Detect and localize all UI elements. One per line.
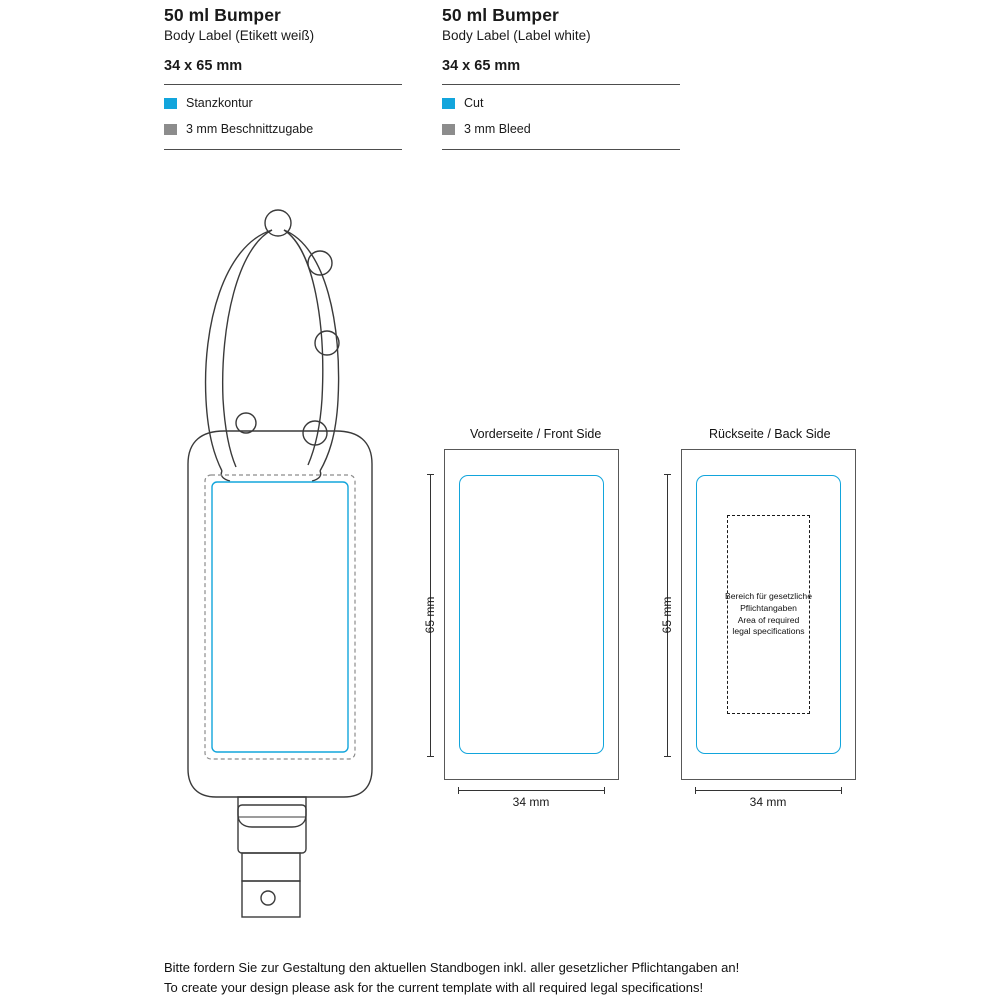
bleed-swatch-icon <box>442 124 455 135</box>
front-width-dim-line <box>458 790 604 791</box>
bottle-cap <box>238 805 306 853</box>
bottle-neck <box>238 797 306 827</box>
bead-lower-right-icon <box>303 421 327 445</box>
legend-label-cut-english: Cut <box>464 96 484 110</box>
back-height-label: 65 mm <box>660 596 674 634</box>
legend-row-cut-german <box>164 93 402 114</box>
back-side-cut-outline <box>696 475 841 754</box>
front-height-label: 65 mm <box>423 596 437 634</box>
legend-subtitle-german: Body Label (Etikett weiß) <box>164 28 315 43</box>
front-width-tick-left <box>458 787 459 794</box>
footer-note-german: Bitte fordern Sie zur Gestaltung den aktuellen Standbogen inkl. aller gesetzlicher Pflichtangaben an! <box>164 960 740 975</box>
legend-divider-top-german <box>164 84 402 85</box>
footer-note <box>164 958 864 997</box>
legend-divider-bottom-english <box>442 149 680 150</box>
legal-area-line-1: Bereich für gesetzliche <box>725 591 812 602</box>
back-height-tick-top <box>664 474 671 475</box>
back-width-dim-line <box>695 790 841 791</box>
front-width-label: 34 mm <box>512 795 550 809</box>
bottle-body-outline <box>188 431 372 797</box>
hanger-right-foot <box>312 471 321 481</box>
legend-divider-top-english <box>442 84 680 85</box>
front-side-cut-outline <box>459 475 604 754</box>
bead-mid-right-icon <box>315 331 339 355</box>
legal-specifications-area <box>727 515 810 714</box>
legend-title-english: 50 ml Bumper <box>442 5 559 25</box>
dispenser-base <box>242 881 300 917</box>
bead-lower-left-icon <box>236 413 256 433</box>
back-width-tick-right <box>841 787 842 794</box>
legend-row-cut-english <box>442 93 680 114</box>
back-height-tick-bottom <box>664 756 671 757</box>
back-width-tick-left <box>695 787 696 794</box>
cut-swatch-icon <box>164 98 177 109</box>
legend-label-cut-german: Stanzkontur <box>186 96 253 110</box>
hanger-loop-right-outer <box>284 230 339 471</box>
back-width-label: 34 mm <box>749 795 787 809</box>
legend-row-bleed-german <box>164 119 402 140</box>
dispenser-nozzle <box>242 853 300 881</box>
legal-area-line-3: Area of required <box>737 614 800 625</box>
legend-size-english: 34 x 65 mm <box>442 58 521 74</box>
legend-label-bleed-english: 3 mm Bleed <box>464 122 531 136</box>
front-side-caption: Vorderseite / Front Side <box>470 427 602 441</box>
bleed-swatch-icon <box>164 124 177 135</box>
back-side-panel <box>681 449 856 780</box>
legend-block-english <box>442 0 680 150</box>
bottle-technical-drawing <box>150 175 410 935</box>
legal-area-line-2: Pflichtangaben <box>740 602 797 613</box>
bead-top-icon <box>265 210 291 236</box>
legend-divider-bottom-german <box>164 149 402 150</box>
front-height-tick-bottom <box>427 756 434 757</box>
bottle-label-cut-area <box>212 482 348 752</box>
legend-label-bleed-german: 3 mm Beschnittzugabe <box>186 122 314 136</box>
back-side-caption: Rückseite / Back Side <box>709 427 831 441</box>
hanger-loop-left-outer <box>206 230 272 471</box>
cut-swatch-icon <box>442 98 455 109</box>
front-height-tick-top <box>427 474 434 475</box>
bottle-label-bleed-area <box>205 475 355 759</box>
legend-size-german: 34 x 65 mm <box>164 58 243 74</box>
dispenser-button-icon <box>261 891 275 905</box>
legend-block-german <box>164 0 402 150</box>
footer-note-english: To create your design please ask for the current template with all required legal specifications! <box>164 979 704 995</box>
legend-subtitle-english: Body Label (Label white) <box>442 28 591 43</box>
legend-row-bleed-english <box>442 119 680 140</box>
front-width-tick-right <box>604 787 605 794</box>
legend-title-german: 50 ml Bumper <box>164 5 281 25</box>
front-side-panel <box>444 449 619 780</box>
legal-area-line-4: legal specifications <box>732 626 805 637</box>
hanger-left-foot <box>221 471 230 481</box>
